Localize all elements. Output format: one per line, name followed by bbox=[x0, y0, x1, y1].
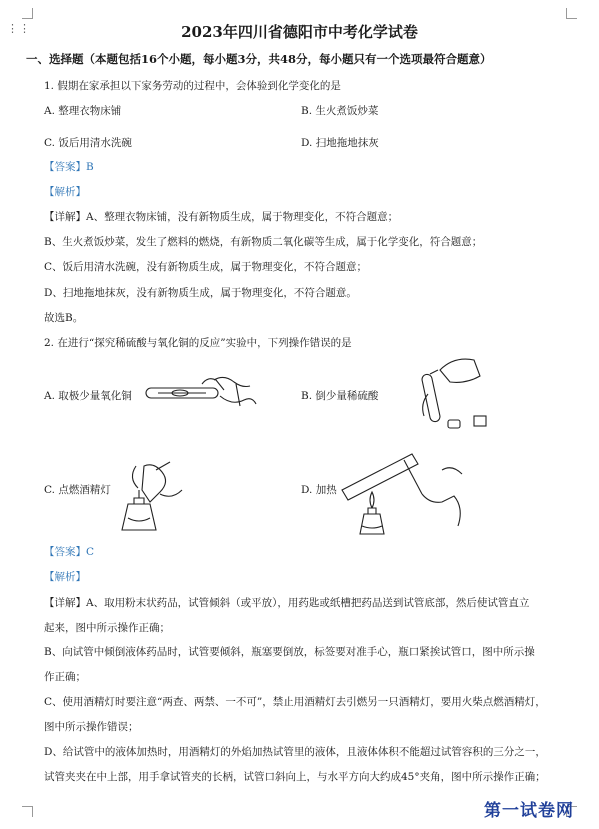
q2-detail-c-line2: 图中所示操作错误； bbox=[44, 721, 139, 733]
q2-answer: 【答案】C bbox=[44, 546, 95, 558]
heating-figure bbox=[338, 440, 478, 540]
q1-answer: 【答案】B bbox=[44, 161, 94, 173]
q2-option-b: B. 倒少量稀硫酸 bbox=[301, 390, 379, 402]
q2-option-c: C. 点燃酒精灯 bbox=[44, 484, 111, 496]
q1-conclusion: 故选B。 bbox=[44, 312, 84, 324]
lamp-lighting-figure bbox=[108, 458, 188, 536]
pouring-figure bbox=[400, 350, 490, 440]
q1-detail-d: D、扫地拖地抹灰，没有新物质生成，属于物理变化，不符合题意。 bbox=[44, 287, 357, 299]
crop-mark-top-left bbox=[22, 8, 33, 19]
spoon-tube-figure bbox=[140, 372, 260, 416]
section-heading: 一、选择题（本题包括16个小题，每小题3分，共48分，每小题只有一个选项最符合题意） bbox=[26, 52, 492, 66]
q2-analysis-label: 【解析】 bbox=[44, 571, 86, 583]
q1-analysis-label: 【解析】 bbox=[44, 186, 86, 198]
q2-detail-c-line1: C、使用酒精灯时要注意“两查、两禁、一不可”，禁止用酒精灯去引燃另一只酒精灯，要用火柴点燃酒精灯， bbox=[44, 696, 546, 708]
q2-detail-d-line2: 试管夹夹在中上部，用手拿试管夹的长柄，试管口斜向上，与水平方向大约成45°夹角，图中所示操作正确； bbox=[44, 771, 546, 783]
q2-detail-a-line1: 【详解】A、取用粉末状药品，试管倾斜（或平放），用药匙或纸槽把药品送到试管底部，然后使试管直立 bbox=[44, 597, 530, 609]
q2-detail-b-line1: B、向试管中倾倒液体药品时，试管要倾斜，瓶塞要倒放，标签要对准手心，瓶口紧挨试管口，图中所示操 bbox=[44, 646, 535, 658]
drag-handle-icon[interactable]: ⋮⋮ bbox=[7, 22, 31, 35]
q1-detail-c: C、饭后用清水洗碗，没有新物质生成，属于物理变化，不符合题意； bbox=[44, 261, 368, 273]
q2-stem: 2. 在进行“探究稀硫酸与氧化铜的反应”实验中，下列操作错误的是 bbox=[44, 337, 352, 349]
q1-detail-b: B、生火煮饭炒菜，发生了燃料的燃烧，有新物质二氧化碳等生成，属于化学变化，符合题意； bbox=[44, 236, 483, 248]
q2-detail-d-line1: D、给试管中的液体加热时，用酒精灯的外焰加热试管里的液体，且液体体积不能超过试管容积的三分之一， bbox=[44, 746, 546, 758]
q1-detail-a: 【详解】A、整理衣物床铺，没有新物质生成，属于物理变化，不符合题意； bbox=[44, 211, 399, 223]
q1-option-d: D. 扫地拖地抹灰 bbox=[301, 137, 379, 149]
crop-mark-top-right bbox=[566, 8, 577, 19]
q1-option-b: B. 生火煮饭炒菜 bbox=[301, 105, 379, 117]
q2-option-d: D. 加热 bbox=[301, 484, 337, 496]
q2-detail-b-line2: 作正确； bbox=[44, 671, 86, 683]
q2-option-a: A. 取极少量氧化铜 bbox=[44, 390, 132, 402]
page-title: 2023年四川省德阳市中考化学试卷 bbox=[181, 23, 418, 41]
q1-option-a: A. 整理衣物床铺 bbox=[44, 105, 122, 117]
q1-stem: 1. 假期在家承担以下家务劳动的过程中，会体验到化学变化的是 bbox=[44, 80, 341, 92]
watermark-logo: 第一试卷网 bbox=[484, 801, 574, 821]
crop-mark-bottom-left bbox=[22, 806, 33, 817]
q2-detail-a-line2: 起来，图中所示操作正确； bbox=[44, 622, 170, 634]
q1-option-c: C. 饭后用清水洗碗 bbox=[44, 137, 132, 149]
